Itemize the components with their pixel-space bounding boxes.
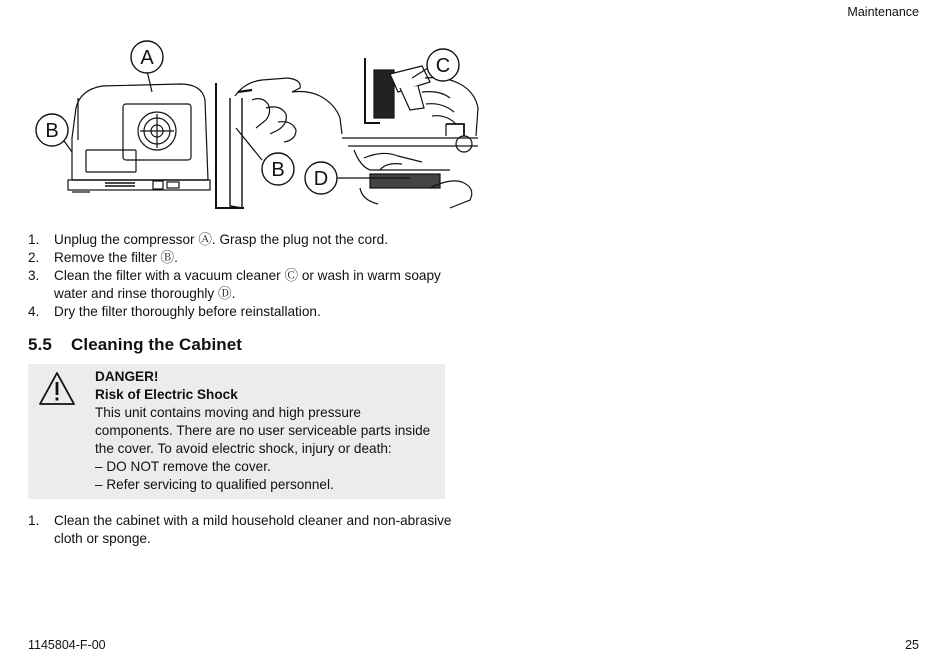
callout-d xyxy=(305,162,337,194)
list-item xyxy=(28,267,453,303)
svg-text:A: A xyxy=(140,47,154,69)
danger-text xyxy=(95,368,440,494)
danger-notice xyxy=(28,364,445,499)
step-text: Clean the filter with a vacuum cleaner Ⓒ or wash in warm soapy water and rinse thoroughly Ⓓ. xyxy=(54,268,441,301)
maintenance-illustration xyxy=(30,38,480,213)
step-text: Unplug the compressor Ⓐ. Grasp the plug not the cord. xyxy=(54,232,388,247)
step-number: 2. xyxy=(28,250,40,265)
callout-b-left xyxy=(36,114,68,146)
step-text: Remove the filter Ⓑ. xyxy=(54,250,178,265)
danger-item: – DO NOT remove the cover. xyxy=(95,459,271,474)
danger-subtitle: Risk of Electric Shock xyxy=(95,387,238,402)
danger-title: DANGER! xyxy=(95,369,159,384)
document-number: 1145804-F-00 xyxy=(28,638,106,652)
step-number: 4. xyxy=(28,304,40,319)
step-number: 3. xyxy=(28,268,40,283)
filter-removal-drawing xyxy=(30,38,480,213)
callout-c xyxy=(427,49,459,81)
svg-text:B: B xyxy=(45,120,59,142)
danger-item: – Refer servicing to qualified personnel. xyxy=(95,477,334,492)
step-number: 1. xyxy=(28,513,40,528)
compressor-drawing xyxy=(68,84,210,192)
running-header: Maintenance xyxy=(847,5,919,19)
svg-text:B: B xyxy=(271,159,285,181)
danger-body: This unit contains moving and high pressure components. There are no user serviceable parts inside the cover. To avoid electric shock, injury or death: xyxy=(95,405,431,456)
callout-a xyxy=(131,41,163,73)
step-number: 1. xyxy=(28,232,40,247)
filter-steps-list xyxy=(28,231,453,321)
list-item xyxy=(28,249,453,267)
step-text: Clean the cabinet with a mild household cleaner and non-abrasive cloth or sponge. xyxy=(54,513,452,546)
svg-text:D: D xyxy=(313,168,329,190)
sink-wash-filter-drawing xyxy=(342,124,478,208)
section-number: 5.5 xyxy=(28,335,52,354)
svg-text:C: C xyxy=(435,55,451,77)
section-title: Cleaning the Cabinet xyxy=(71,335,243,354)
section-heading xyxy=(28,335,242,355)
page-number: 25 xyxy=(905,638,919,652)
list-item xyxy=(28,231,453,249)
cabinet-steps-list xyxy=(28,512,453,548)
warning-triangle-icon xyxy=(38,371,76,407)
step-text: Dry the filter thoroughly before reinstallation. xyxy=(54,304,321,319)
list-item xyxy=(28,303,453,321)
list-item xyxy=(28,512,453,548)
callout-b-right xyxy=(262,153,294,185)
